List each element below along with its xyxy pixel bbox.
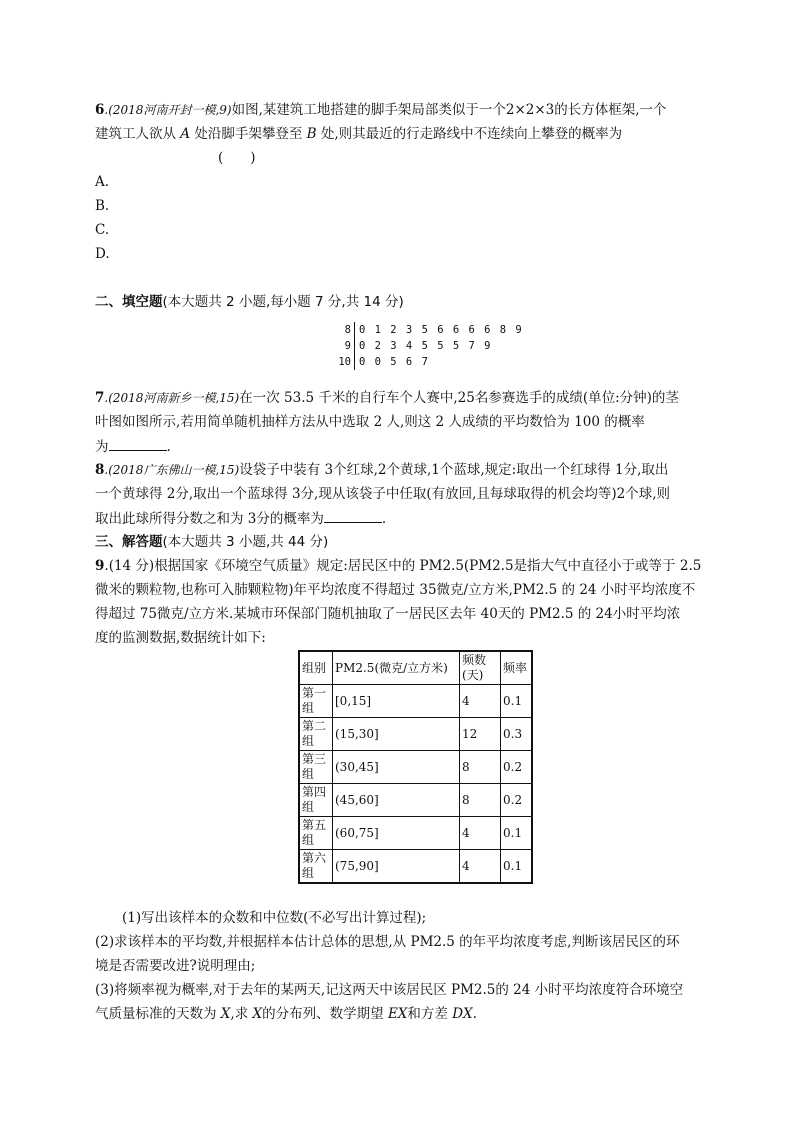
table-cell: (15,30] — [333, 718, 460, 751]
table-row — [299, 685, 532, 718]
table-cell: 第六组 — [299, 850, 333, 884]
q8-answer-blank[interactable] — [324, 509, 382, 523]
q6-option-c[interactable]: C. — [95, 222, 110, 238]
q9-sub3-text-b: ,求 — [230, 1006, 253, 1022]
q9-sub2-line2: 境是否需要改进?说明理由; — [95, 958, 256, 974]
table-cell: 4 — [460, 850, 501, 884]
q8-line2: 一个黄球得 2分,取出一个蓝球得 3分,现从该袋子中任取(有放回,且每球取得的机会均等)2个球,则 — [95, 486, 671, 502]
q8-line1 — [95, 461, 668, 479]
q7-number: 7 — [95, 390, 105, 406]
q7-line1 — [95, 389, 679, 407]
q9-sub2-line1: (2)求该样本的平均数,并根据样本估计总体的思想,从 PM2.5 的年平均浓度考虑,判断该居民区的环 — [95, 934, 680, 950]
table-row — [299, 718, 532, 751]
table-cell: 4 — [460, 685, 501, 718]
pm25-table — [298, 650, 533, 884]
section3-title: 三、解答题 — [95, 534, 163, 550]
table-cell: (60,75] — [333, 817, 460, 850]
q7-line2: 叶图如图所示,若用简单随机抽样方法从中选取 2 人,则这 2 人成绩的平均数恰为 100 的概率 — [95, 414, 645, 430]
q6-text-2c: 处,则其最近的行走路线中不连续向上攀登的概率为 — [316, 126, 623, 142]
q9-var-x: X — [220, 1006, 231, 1022]
table-header-row — [299, 651, 532, 685]
stem-value: 10 — [335, 354, 355, 370]
q7-line3 — [95, 437, 171, 456]
q6-text-1: 如图,某建筑工地搭建的脚手架局部类似于一个2×2×3的长方体框架,一个 — [231, 102, 667, 118]
section2-heading — [95, 293, 404, 311]
section3-note: (本大题共 3 小题,共 44 分) — [162, 534, 329, 550]
q6-source: .(2018河南开封一模,9) — [104, 103, 232, 117]
table-header: PM2.5(微克/立方米) — [333, 651, 460, 685]
q9-text-1: .(14 分)根据国家《环境空气质量》规定:居民区中的 PM2.5(PM2.5是指大气中直径小于或等于 2.5 — [104, 558, 702, 574]
table-cell: (45,60] — [333, 784, 460, 817]
q9-sub3-line2 — [95, 1005, 477, 1023]
q9-sub1: (1)写出该样本的众数和中位数(不必写出计算过程); — [122, 910, 427, 926]
q7-source: .(2018河南新乡一模,15) — [104, 391, 240, 405]
stem-row — [335, 322, 523, 338]
q7-answer-blank[interactable] — [109, 437, 167, 451]
table-cell: 0.3 — [501, 718, 533, 751]
section2-title: 二、填空题 — [95, 294, 163, 310]
table-header: 组别 — [299, 651, 333, 685]
q8-text-3-end: . — [381, 511, 387, 527]
table-cell: 0.2 — [501, 784, 533, 817]
table-row — [299, 817, 532, 850]
table-cell: [0,15] — [333, 685, 460, 718]
q8-line3 — [95, 509, 386, 528]
leaf-values: 0 1 2 3 5 6 6 6 6 8 9 — [359, 324, 524, 336]
q6-var-b: B — [306, 126, 317, 142]
q7-text-3-end: . — [166, 439, 171, 455]
section3-heading — [95, 533, 328, 551]
q9-sub3-line1: (3)将频率视为概率,对于去年的某两天,记这两天中该居民区 PM2.5的 24 小时平均浓度符合环境空 — [95, 982, 684, 998]
table-row — [299, 784, 532, 817]
q6-number: 6 — [95, 102, 105, 118]
q6-answer-paren: ( ) — [218, 150, 256, 166]
leaf-values: 0 2 3 4 5 5 5 7 9 — [359, 340, 492, 352]
table-cell: 第三组 — [299, 751, 333, 784]
q9-sub3-text-a: 气质量标准的天数为 — [95, 1006, 221, 1022]
table-cell: (30,45] — [333, 751, 460, 784]
stem-leaf-plot — [335, 322, 523, 370]
q7-text-3: 为 — [95, 439, 109, 455]
q9-line4: 度的监测数据,数据统计如下: — [95, 630, 266, 646]
q6-var-a: A — [180, 126, 191, 142]
q9-sub3-text-c: 的分布列、数学期望 — [262, 1006, 388, 1022]
q9-sub3-text-d: 和方差 — [407, 1006, 453, 1022]
table-cell: 4 — [460, 817, 501, 850]
table-cell: 0.2 — [501, 751, 533, 784]
table-row — [299, 850, 532, 884]
q6-text-2a: 建筑工人欲从 — [95, 126, 181, 142]
table-header: 频率 — [501, 651, 533, 685]
q6-text-2b: 处沿脚手架攀登至 — [190, 126, 307, 142]
stem-value: 9 — [335, 338, 355, 354]
stem-row — [335, 338, 523, 354]
q6-option-a[interactable]: A. — [95, 174, 110, 190]
table-cell: 0.1 — [501, 817, 533, 850]
q9-sub3-text-e: . — [472, 1006, 477, 1022]
q6-option-d[interactable]: D. — [95, 246, 110, 262]
table-cell: 12 — [460, 718, 501, 751]
table-cell: (75,90] — [333, 850, 460, 884]
table-row — [299, 751, 532, 784]
q9-var-ex: EX — [387, 1006, 408, 1022]
q8-number: 8 — [95, 462, 105, 478]
q9-number: 9 — [95, 558, 105, 574]
q6-line1 — [95, 101, 667, 119]
q9-line2: 微米的颗粒物,也称可入肺颗粒物)年平均浓度不得超过 35微克/立方米,PM2.5 的 24 小时平均浓度不 — [95, 582, 696, 598]
table-cell: 第四组 — [299, 784, 333, 817]
q8-text-1: 设袋子中装有 3个红球,2个黄球,1个蓝球,规定:取出一个红球得 1分,取出 — [239, 462, 669, 478]
q9-line3: 得超过 75微克/立方米.某城市环保部门随机抽取了一居民区去年 40天的 PM2.5 的 24小时平均浓 — [95, 606, 681, 622]
table-cell: 0.1 — [501, 850, 533, 884]
stem-row — [335, 354, 523, 370]
leaf-values: 0 0 5 6 7 — [359, 356, 430, 368]
table-header: 频数(天) — [460, 651, 501, 685]
stem-value: 8 — [335, 322, 355, 338]
table-cell: 第二组 — [299, 718, 333, 751]
table-cell: 8 — [460, 784, 501, 817]
table-cell: 8 — [460, 751, 501, 784]
table-cell: 0.1 — [501, 685, 533, 718]
q7-text-1: 在一次 53.5 千米的自行车个人赛中,25名参赛选手的成绩(单位:分钟)的茎 — [239, 390, 679, 406]
table-cell: 第一组 — [299, 685, 333, 718]
q6-line2 — [95, 125, 622, 143]
table-cell: 第五组 — [299, 817, 333, 850]
q9-line1 — [95, 557, 701, 575]
q6-option-b[interactable]: B. — [95, 198, 110, 214]
q9-var-x2: X — [252, 1006, 263, 1022]
q8-text-3: 取出此球所得分数之和为 3分的概率为 — [95, 511, 324, 527]
q8-source: .(2018广东佛山一模,15) — [104, 463, 240, 477]
q9-var-dx: DX — [452, 1006, 473, 1022]
section2-note: (本大题共 2 小题,每小题 7 分,共 14 分) — [162, 294, 404, 310]
